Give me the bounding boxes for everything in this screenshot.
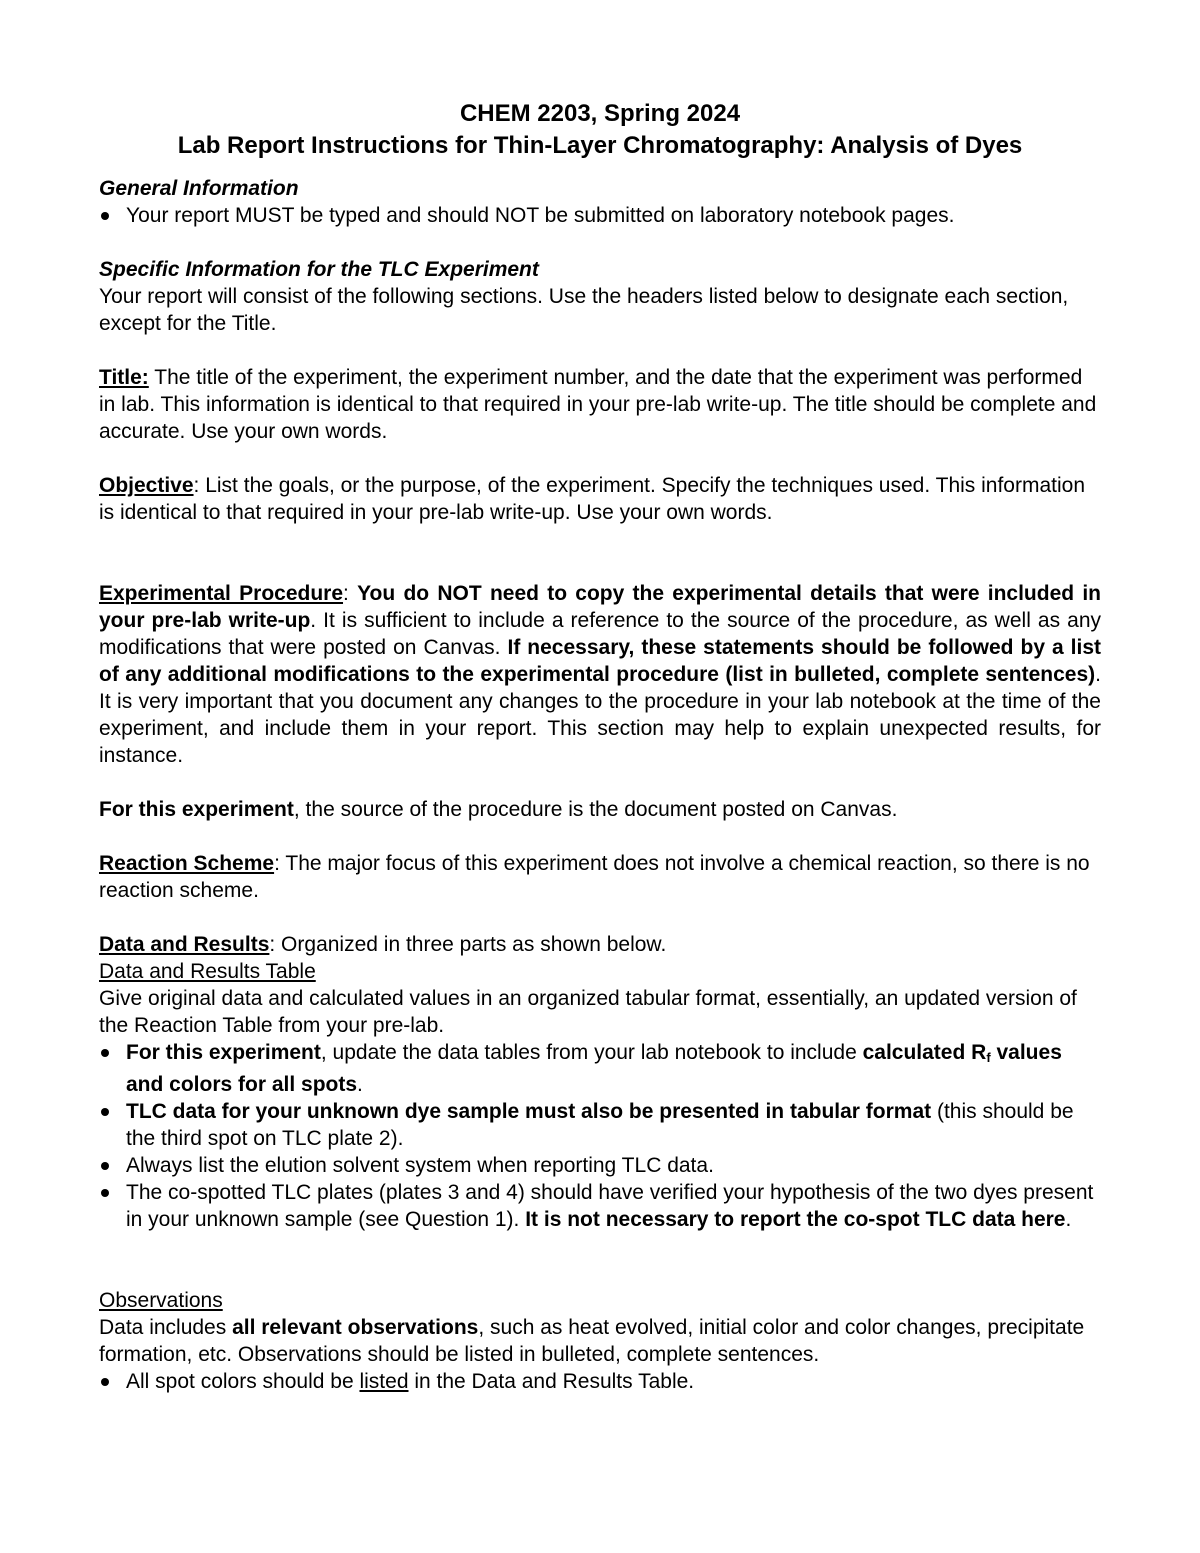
specific-information-heading: Specific Information for the TLC Experiment bbox=[99, 258, 539, 281]
procedure-bold-1: You do NOT need to copy the experimental details that were included in your pre-lab write-up bbox=[99, 582, 1101, 632]
for-this-experiment-paragraph bbox=[99, 796, 1101, 823]
general-bullet-list bbox=[99, 202, 1101, 229]
specific-information-section bbox=[99, 256, 1101, 337]
reaction-scheme-text: : The major focus of this experiment does not involve a chemical reaction, so there is no reaction scheme. bbox=[99, 852, 1090, 902]
data-results-bullet-1: For this experiment, update the data tables from your lab notebook to include calculated Rf values and colors for all spots. bbox=[99, 1039, 1101, 1098]
document-page bbox=[99, 98, 1101, 1395]
data-results-bullet-3: Always list the elution solvent system when reporting TLC data. bbox=[99, 1152, 1101, 1179]
observations-heading: Observations bbox=[99, 1289, 223, 1312]
general-bullet-item: Your report MUST be typed and should NOT be submitted on laboratory notebook pages. bbox=[99, 202, 1101, 229]
objective-paragraph bbox=[99, 472, 1101, 526]
title-section-paragraph bbox=[99, 364, 1101, 445]
data-and-results-section bbox=[99, 931, 1101, 1233]
data-results-paragraph bbox=[99, 931, 1101, 958]
data-results-table-heading: Data and Results Table bbox=[99, 960, 316, 983]
title-label: Title: bbox=[99, 366, 149, 389]
title-section bbox=[99, 364, 1101, 445]
specific-information-text: Your report will consist of the following sections. Use the headers listed below to designate each section, except for the Title. bbox=[99, 285, 1069, 335]
procedure-bold-2: If necessary, these statements should be followed by a list of any additional modifications to the experimental procedure (list in bulleted, complete sentences) bbox=[99, 636, 1101, 686]
data-results-label: Data and Results bbox=[99, 933, 270, 956]
procedure-colon: : bbox=[343, 582, 358, 605]
data-results-bullet-2: TLC data for your unknown dye sample must also be presented in tabular format (this should be the third spot on TLC plate 2). bbox=[99, 1098, 1101, 1152]
reaction-scheme-paragraph bbox=[99, 850, 1101, 904]
title-lab-line: Lab Report Instructions for Thin-Layer Chromatography: Analysis of Dyes bbox=[177, 132, 1023, 159]
title-text: The title of the experiment, the experiment number, and the date that the experiment was performed in lab. This information is identical to that required in your pre-lab write-up. The title should be complete and accurate. Use your own words. bbox=[99, 366, 1097, 443]
experimental-procedure-section bbox=[99, 580, 1101, 769]
observations-bullet-list bbox=[99, 1368, 1101, 1395]
data-results-bullet-list bbox=[99, 1039, 1101, 1233]
data-results-text: : Organized in three parts as shown below. bbox=[269, 933, 667, 956]
observations-bullet-1: All spot colors should be listed in the Data and Results Table. bbox=[99, 1368, 1101, 1395]
observations-bold: all relevant observations bbox=[232, 1316, 479, 1339]
title-course-line: CHEM 2203, Spring 2024 bbox=[459, 100, 741, 127]
for-this-experiment-text: , the source of the procedure is the document posted on Canvas. bbox=[293, 798, 898, 821]
observations-section bbox=[99, 1287, 1101, 1395]
objective-label: Objective bbox=[99, 474, 194, 497]
observations-paragraph: Data includes all relevant observations, such as heat evolved, initial color and color changes, precipitate formation, etc. Observations should be listed in bulleted, complete sentences. bbox=[99, 1316, 1085, 1366]
procedure-paragraph bbox=[99, 580, 1101, 769]
procedure-label: Experimental Procedure bbox=[99, 582, 344, 605]
general-information-heading: General Information bbox=[99, 177, 299, 200]
data-results-bullet-4: The co-spotted TLC plates (plates 3 and 4) should have verified your hypothesis of the two dyes present in your unknown sample (see Question 1). It is not necessary to report the co-spot TLC data here. bbox=[99, 1179, 1101, 1233]
for-this-experiment-bold: For this experiment bbox=[99, 798, 294, 821]
objective-text: : List the goals, or the purpose, of the experiment. Specify the techniques used. This information is identical to that required in your pre-lab write-up. Use your own words. bbox=[99, 474, 1086, 524]
data-results-table-text: Give original data and calculated values in an organized tabular format, essentially, an updated version of the Reaction Table from your pre-lab. bbox=[99, 987, 1077, 1037]
procedure-text-2: . It is very important that you document any changes to the procedure in your lab notebook at the time of the experiment, and include them in your report. This section may help to explain unexpected results, for instance. bbox=[99, 663, 1101, 767]
reaction-scheme-label: Reaction Scheme bbox=[99, 852, 275, 875]
reaction-scheme-section bbox=[99, 850, 1101, 904]
objective-section bbox=[99, 472, 1101, 526]
procedure-text-1: . It is sufficient to include a reference to the source of the procedure, as well as any modifications that were posted on Canvas. bbox=[99, 609, 1101, 659]
document-title bbox=[99, 98, 1101, 162]
general-information-section bbox=[99, 175, 1101, 229]
